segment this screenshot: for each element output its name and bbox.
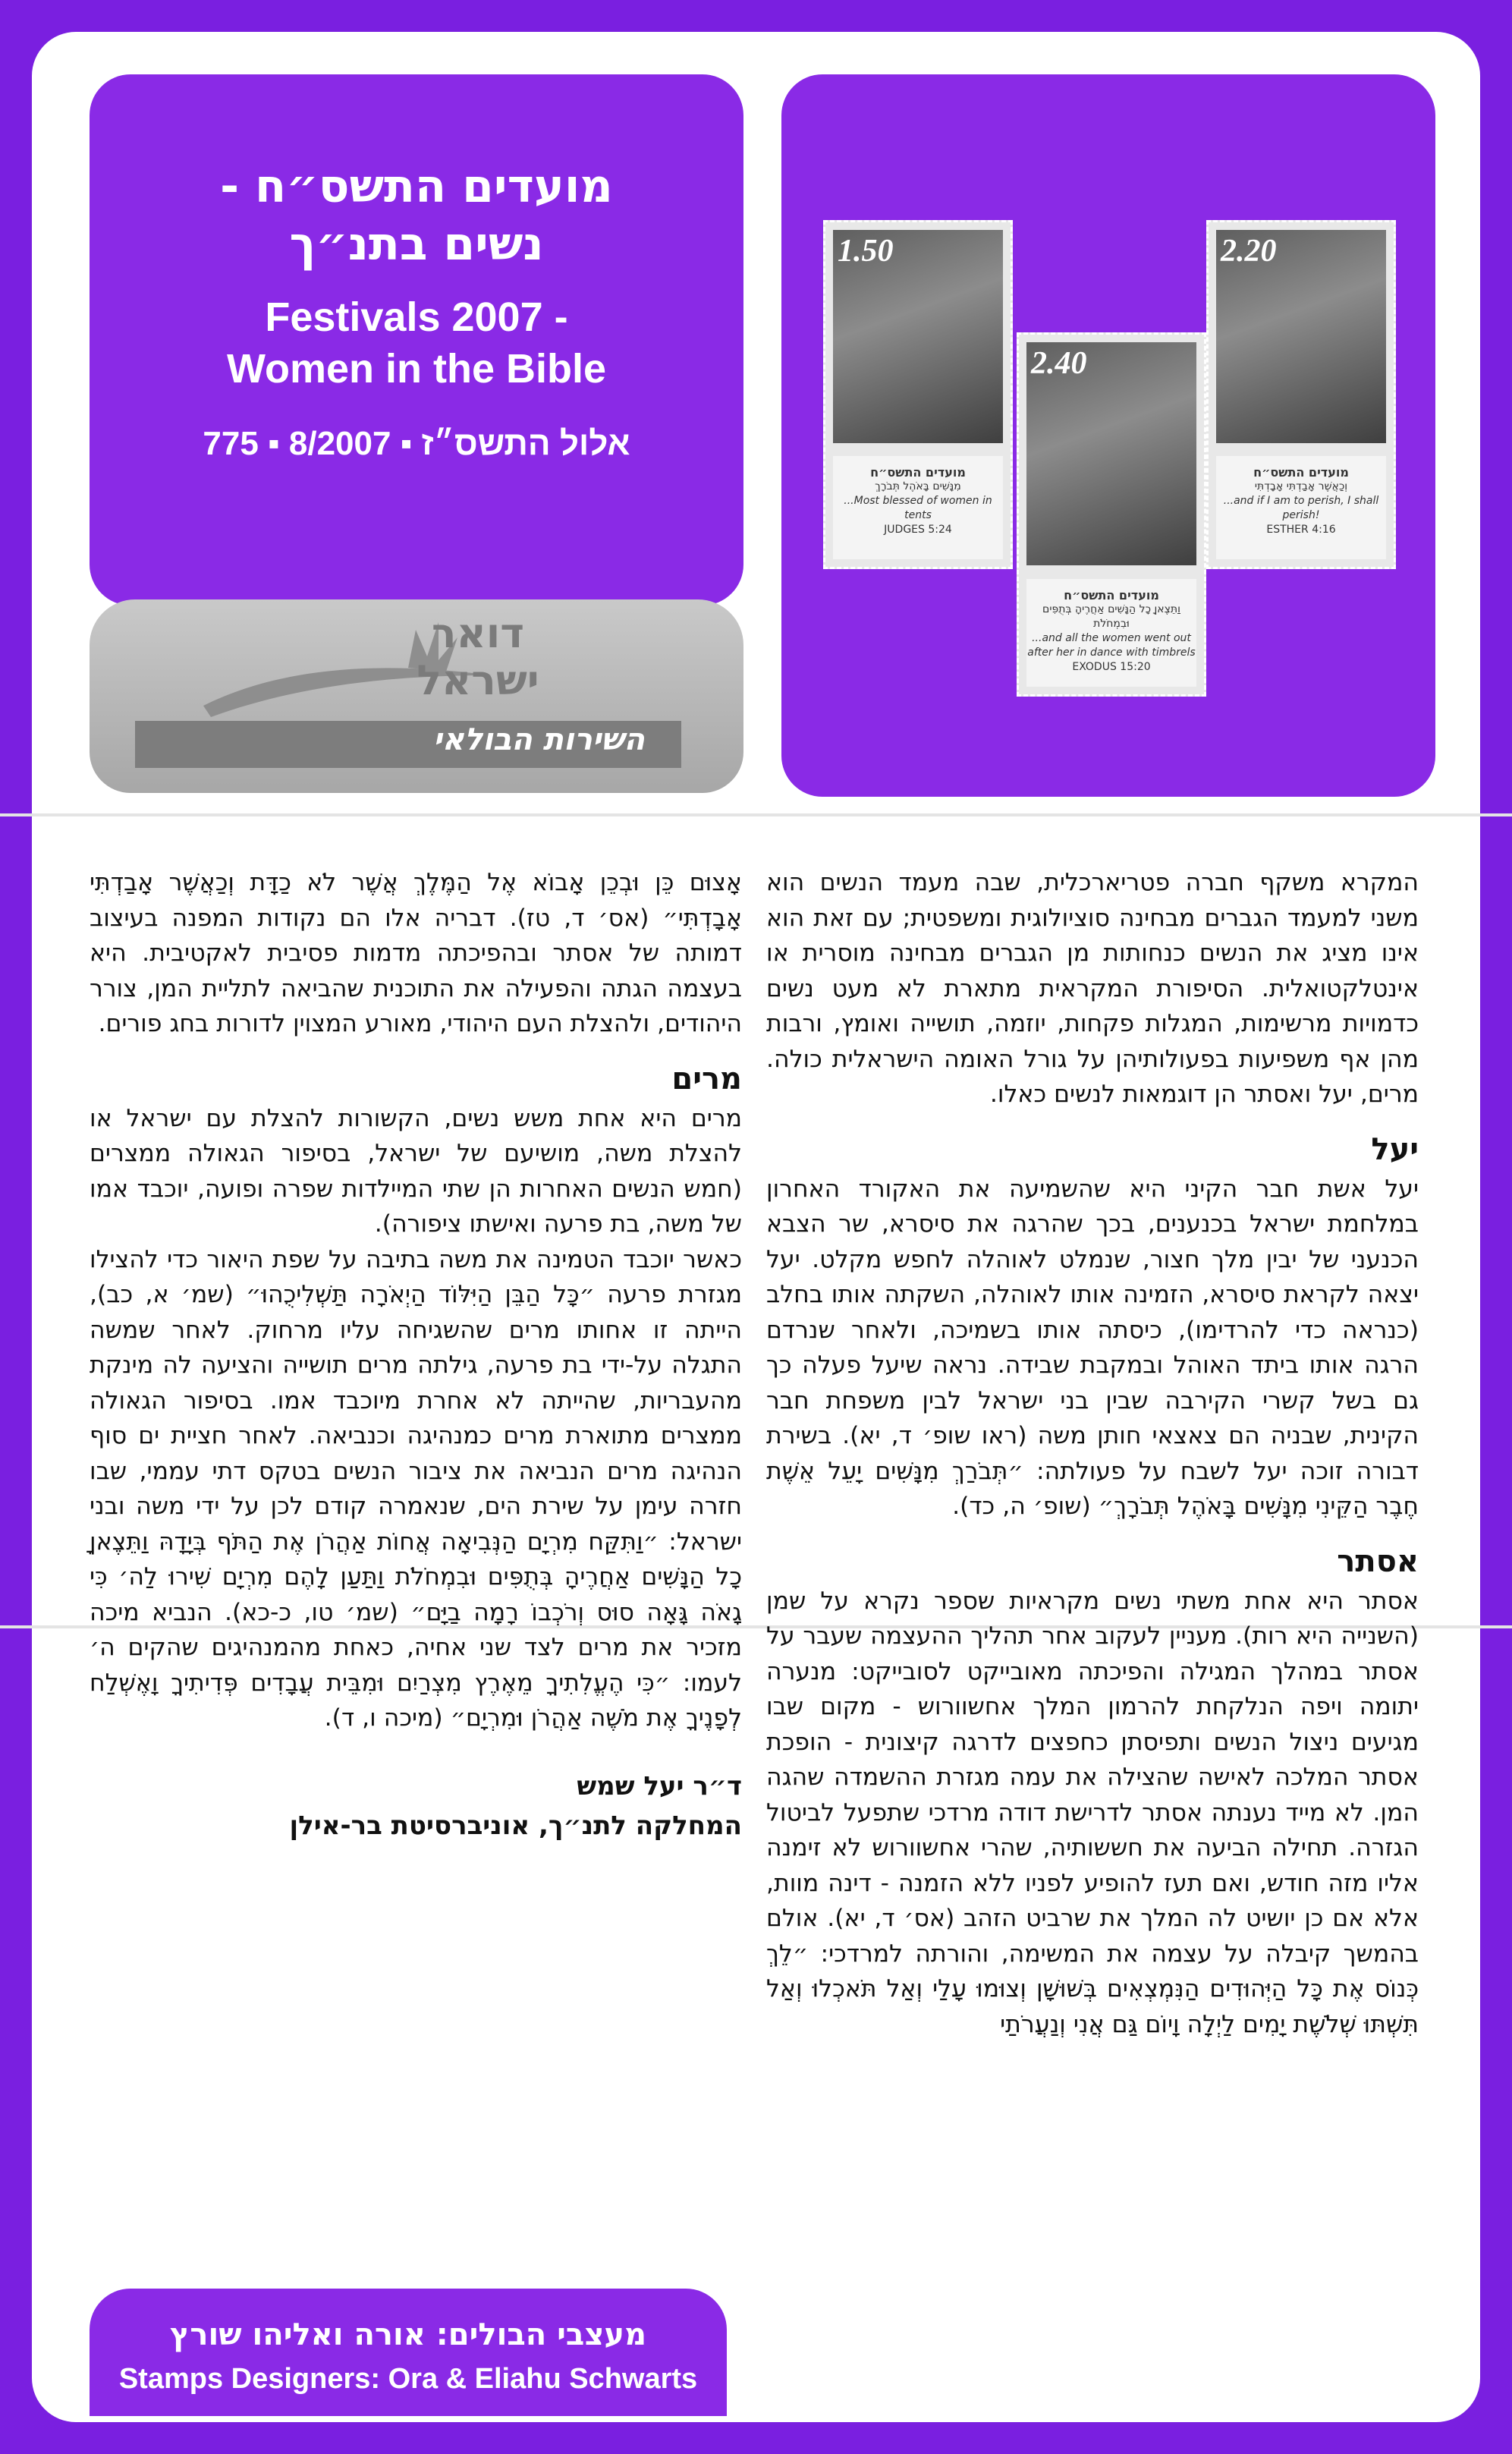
- logo-name-line: ישראל: [417, 656, 539, 704]
- logo-name-line: דואר: [431, 609, 525, 657]
- stamps-panel: [781, 74, 1435, 797]
- stamp-value: 1.50: [838, 234, 894, 269]
- hebrew-title-line: מועדים התשס״ח -: [220, 160, 613, 213]
- right-text-column: [766, 865, 1419, 2042]
- intro-paragraph: המקרא משקף חברה פטריארכלית, שבה מעמד הנשים הוא משני למעמד הגברים מבחינה סוציולוגית ומשפטית; עם זאת הוא אינו מציג את הנשים כנחותות מן הגברים מבחינה מוסרית או אינטלקטואלית. הסיפורת המקראית מתארת לא מעט נשים כדמויות מרשימות, המגלות פקחות, יוזמה, תושייה ואומץ, ורבות מהן אף משפיעות בפעולותיהן על גורל האומה הישראלית כולה. מרים, יעל ואסתר הן דוגמאות לנשים כאלו.: [766, 869, 1419, 1108]
- jael-paragraph: יעל אשת חבר הקיני היא שהשמיעה את האקורד האחרון במלחמת ישראל בכנענים, בכך שהרגה את סיסרא, שר הצבא הכנעני של יבין מלך חצור, שנמלט לאוהלה לחפש מקלט. יעל יצאה לקראת סיסרא, הזמינה אותו לאוהלה, השקתה אותו בחלב (כנראה כדי להרדימו), כיסתה אותו בשמיכה, ולאחר שנרדם הרגה אותו ביתד האוהל ובמקבת שבידה. נראה שיעל פעלה כך גם בשל קשרי הקירבה שבין בני ישראל לבין משפחת חבר הקינית, שבניה הם צאצאי חותן משה (ראו שופ׳ ד, יא). בשירת דבורה זוכה יעל לשבח על פעולתה: ״תְּבֹרַךְ מִנָּשִׁים יָעֵל אֵשֶׁת חֶבֶר הַקֵּינִי מִנָּשִׁים בָּאֹהֶל תְּבֹרָךְ״ (שופ׳ ה, כד).: [766, 1175, 1419, 1520]
- stamp-value: 2.20: [1221, 234, 1277, 269]
- israel-post-logo-panel: [90, 599, 743, 793]
- stamp-tab-ref: JUDGES 5:24: [884, 523, 952, 536]
- designers-bar: [90, 2289, 727, 2416]
- stamp-tab-title: מועדים התשס״ח: [870, 464, 966, 480]
- issue-line: אלול התשס״ז ▪ 8/2007 ▪ 775: [203, 425, 630, 462]
- stamp-value: 2.40: [1031, 346, 1087, 381]
- miriam-paragraph: מרים היא אחת משש נשים, הקשורות להצלת עם ישראל או להצלת משה, מושיעם של ישראל, בסיפור הגאולה ממצרים (חמש הנשים האחרות הן שתי המיילדות שפרה ופועה, יוכבד אמו של משה, בת פרעה ואישתו ציפורה).: [90, 1104, 742, 1238]
- hebrew-title: [90, 158, 743, 273]
- title-card: [90, 74, 743, 606]
- stamp-tab-quote: מִנָּשִׁים בָּאֹהֶל תְּבֹרָךְ: [875, 480, 961, 492]
- esther-continued-paragraph: אָצוּם כֵּן וּבְכֵן אָבוֹא אֶל הַמֶּלֶךְ אֲשֶׁר לֹא כַדָּת וְכַאֲשֶׁר אָבַדְתִּי אָבָדְתִּי״ (אס׳ ד, טז). דבריה אלו הם נקודות המפנה בעיצוב דמותה של אסתר ובהפיכתה מדמות פסיבית לאקטיבית. היא בעצמה הגתה והפעילה את התוכנית שהביאה לתליית המן, צורר היהודים, ולהצלת העם היהודי, מאורע המצוין לדורות בחג פורים.: [90, 869, 742, 1037]
- stamp-tab: [833, 456, 1003, 559]
- section-heading-esther: אסתר: [1337, 1543, 1419, 1579]
- stamp-tab-title: מועדים התשס״ח: [1253, 464, 1349, 480]
- stamp-tab-quote: וַתֵּצֶאןָ כָל הַנָּשִׁים אַחֲרֶיהָ בְּתֻפִּים וּבִמְחֹלֹת: [1042, 602, 1180, 630]
- stamp-tab: [1026, 579, 1196, 687]
- stamp-tab-english: ...Most blessed of women in tents: [844, 494, 992, 521]
- stamp-jael: [823, 220, 1013, 569]
- stamp-tab-ref: ESTHER 4:16: [1266, 523, 1336, 536]
- author-signature: [90, 1767, 742, 1845]
- section-heading-jael: יעל: [1371, 1131, 1419, 1167]
- stamp-miriam: [1017, 332, 1206, 697]
- miriam-paragraph: כאשר יוכבד הטמינה את משה בתיבה על שפת היאור כדי להצילו מגזרת פרעה ״כָּל הַבֵּן הַיִּלּוֹד הַיְאֹרָה תַּשְׁלִיכֻהוּ״ (שמ׳ א, כב), הייתה זו אחותו מרים שהשגיחה עליו מרחוק. לאחר שמשה התגלה על-ידי בת פרעה, גילתה מרים תושייה והציעה לה מינקת מהעבריות, שהייתה לא אחרת מיוכבד אמו. בסיפור הגאולה ממצרים מתוארת מרים כמנהיגה וכנביאה. לאחר חציית ים סוף הנהיגה מרים הנביאה את ציבור הנשים בטקס דתי עממי, שבו חזרה עימן על שירת הים, שנאמרה קודם לכן על ידי משה ובני ישראל: ״וַתִּקַּח מִרְיָם הַנְּבִיאָה אֲחוֹת אַהֲרֹן אֶת הַתֹּף בְּיָדָהּ וַתֵּצֶאןָ כָל הַנָּשִׁים אַחֲרֶיהָ בְּתֻפִּים וּבִמְחֹלֹת וַתַּעַן לָהֶם מִרְיָם שִׁירוּ לַה׳ כִּי גָאֹה גָּאָה סוּס וְרֹכְבוֹ רָמָה בַיָּם״ (שמ׳ טו, כ-כא). הנביא מיכה מזכיר את מרים לצד שני אחיה, כאחת מהמנהיגים שהקים ה׳ לעמו: ״כִּי הֶעֱלִתִיךָ מֵאֶרֶץ מִצְרַיִם וּמִבֵּית עֲבָדִים פְּדִיתִיךָ וָאֶשְׁלַח לְפָנֶיךָ אֶת מֹשֶׁה אַהֲרֹן וּמִרְיָם״ (מיכה ו, ד).: [90, 1245, 742, 1732]
- english-title: [90, 291, 743, 395]
- stamp-tab-title: מועדים התשס״ח: [1064, 587, 1159, 602]
- logo-subtitle: השירות הבולאי: [433, 722, 645, 757]
- stamp-tab-ref: EXODUS 15:20: [1072, 660, 1151, 673]
- designers-hebrew: מעצבי הבולים: אורה ואליהו שורץ: [169, 2317, 647, 2352]
- fold-line: [0, 813, 1512, 816]
- section-heading-miriam: מרים: [671, 1061, 742, 1096]
- logo-name: [341, 610, 615, 704]
- designers-english: Stamps Designers: Ora & Eliahu Schwarts: [118, 2363, 698, 2395]
- stamp-esther: [1206, 220, 1396, 569]
- stamp-tab: [1216, 456, 1386, 559]
- stamp-tab-english: ...and all the women went out after her in dance with timbrels: [1027, 631, 1196, 659]
- author-affiliation: המחלקה לתנ״ך, אוניברסיטת בר-אילן: [289, 1810, 742, 1841]
- esther-paragraph: אסתר היא אחת משתי נשים מקראיות שספר נקרא על שמן (השנייה היא רות). מעניין לעקוב אחר תהליך ההעצמה שעבר על אסתר במהלך המגילה והפיכתה מאובייקט לסובייקט: מנערה יתומה ויפה הנלקחת להרמון המלך אחשוורוש - מקום שבו מגיעים ניצול הנשים ותפיסתן כחפצים לדרגה קיצונית - הופכת אסתר המלכה לאישה שהצילה את עמה מגזרת ההשמדה שהגה המן. לא מייד נענתה אסתר לדרישת דודה מרדכי שתפעל לביטול הגזרה. תחילה הביעה את חששותיה, שהרי אחשוורוש לא זימנה אליו מזה חודש, ואם תעז להופיע לפניו ללא הזמנה - דינה מוות, אלא אם כן יושיט לה המלך את שרביט הזהב (אס׳ ד, יא). אולם בהמשך קיבלה על עצמה את המשימה, והורתה למרדכי: ״לֵךְ כְּנוֹס אֶת כָּל הַיְּהוּדִים הַנִּמְצְאִים בְּשׁוּשָׁן וְצוּמוּ עָלַי וְאַל תֹּאכְלוּ וְאַל תִּשְׁתּוּ שְׁלֹשֶׁת יָמִים לַיְלָה וָיוֹם גַּם אֲנִי וְנַעֲרֹתַי: [766, 1587, 1419, 2038]
- english-title-line: Women in the Bible: [226, 346, 607, 392]
- left-text-column: [90, 865, 742, 1845]
- hebrew-title-line: נשים בתנ״ך: [289, 218, 544, 271]
- stamp-tab-quote: וְכַאֲשֶׁר אָבַדְתִּי אָבָדְתִּי: [1254, 480, 1348, 492]
- english-title-line: Festivals 2007 -: [265, 294, 568, 340]
- stamp-tab-english: ...and if I am to perish, I shall perish!: [1223, 494, 1379, 521]
- author-name: ד״ר יעל שמש: [577, 1770, 742, 1801]
